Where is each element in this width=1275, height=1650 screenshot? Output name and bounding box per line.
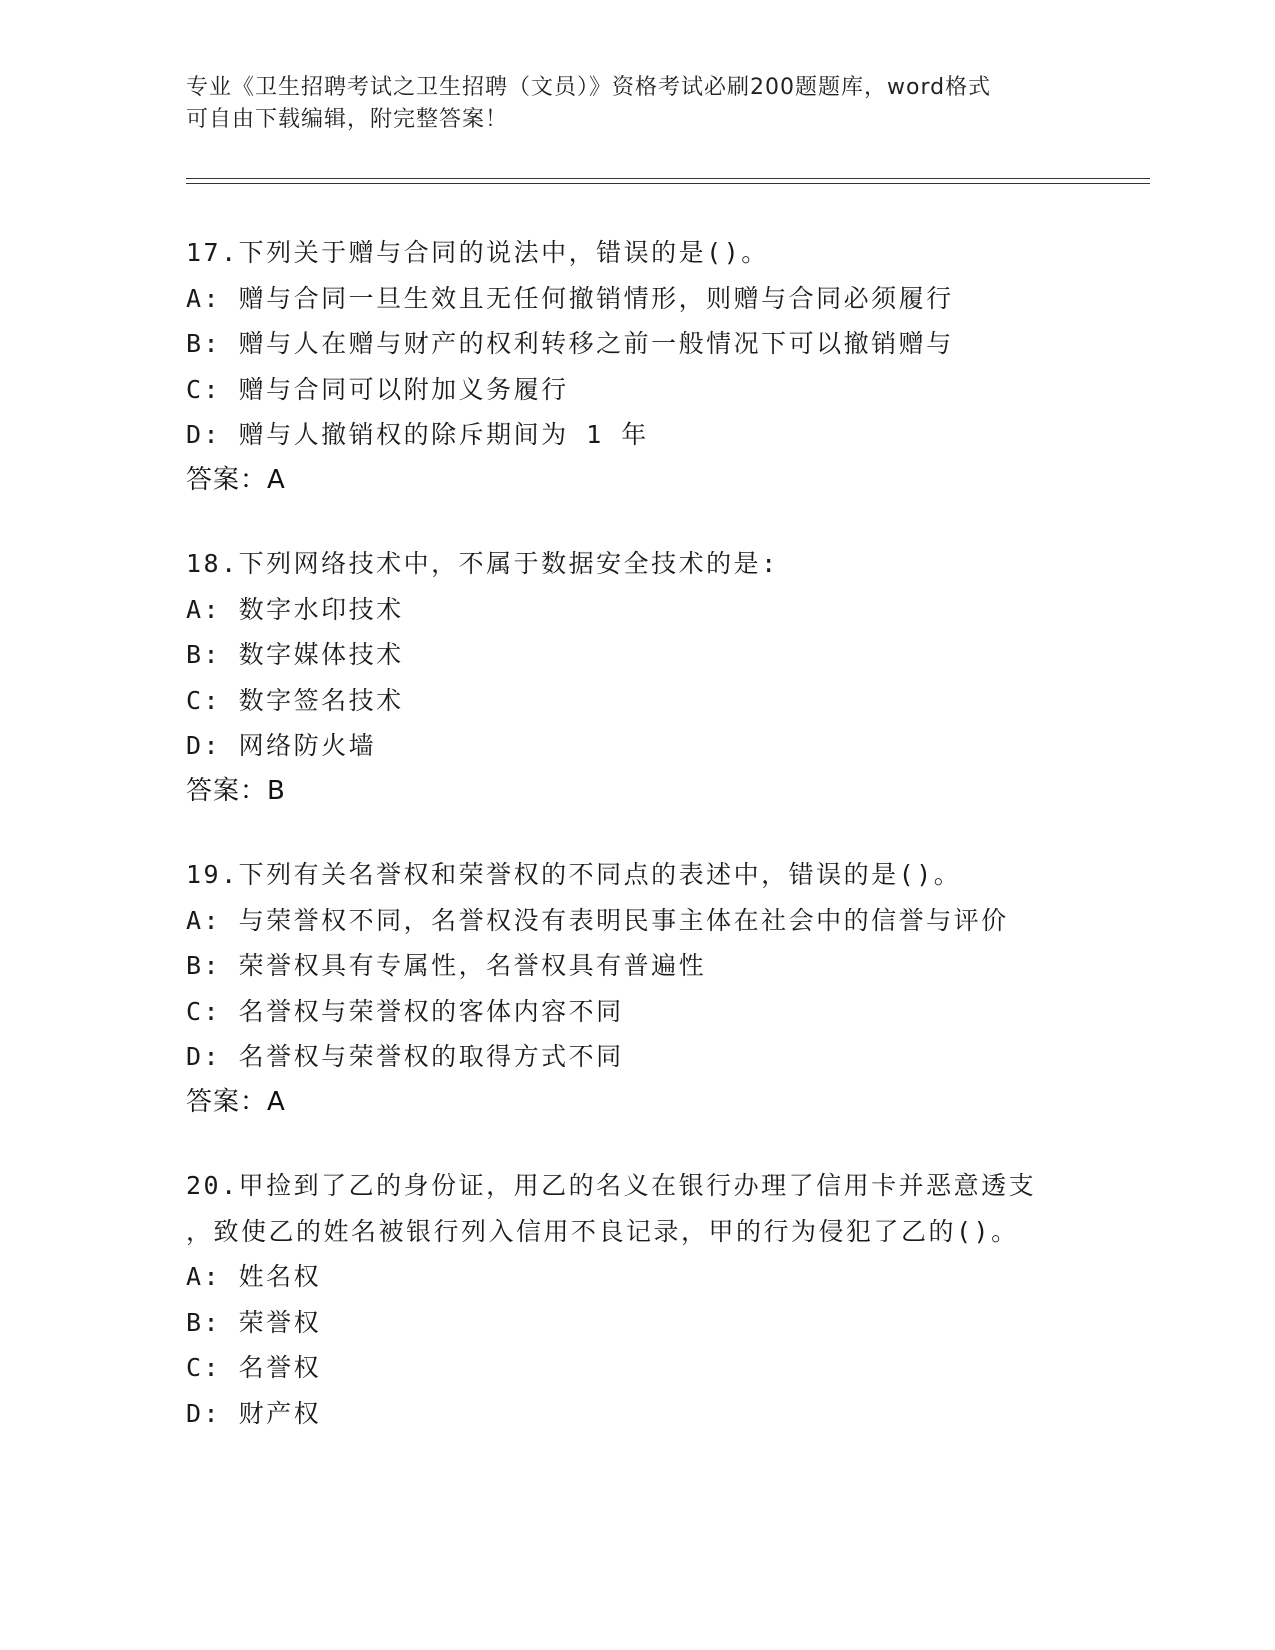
header-rule-top	[186, 178, 1150, 179]
option-d: D: 财产权	[186, 1398, 322, 1428]
question-17	[186, 230, 1086, 503]
question-stem-continued: ，致使乙的姓名被银行列入信用不良记录，甲的行为侵犯了乙的()。	[186, 1216, 1019, 1246]
option-b: B: 荣誉权具有专属性，名誉权具有普遍性	[186, 951, 707, 980]
option-c: C: 名誉权	[186, 1353, 322, 1382]
answer-line: 答案：A	[186, 1086, 286, 1117]
option-a: A: 数字水印技术	[186, 594, 404, 624]
header-line-2: 可自由下载编辑，附完整答案！	[186, 107, 509, 132]
option-c: C: 赠与合同可以附加义务履行	[186, 374, 569, 404]
question-18	[186, 541, 1086, 814]
option-c: C: 名誉权与荣誉权的客体内容不同	[186, 996, 624, 1026]
option-b: B: 赠与人在赠与财产的权利转移之前一般情况下可以撤销赠与	[186, 329, 954, 358]
answer-line: 答案：B	[186, 775, 286, 806]
answer-line: 答案：A	[186, 464, 286, 495]
header-rule-bottom	[186, 183, 1150, 184]
option-d: D: 名誉权与荣誉权的取得方式不同	[186, 1042, 624, 1071]
option-d: D: 赠与人撤销权的除斥期间为 1 年	[186, 420, 649, 449]
option-a: A: 赠与合同一旦生效且无任何撤销情形，则赠与合同必须履行	[186, 283, 954, 313]
question-20	[186, 1163, 1086, 1436]
question-stem: 20.甲捡到了乙的身份证，用乙的名义在银行办理了信用卡并恶意透支	[186, 1171, 1037, 1200]
question-stem: 19.下列有关名誉权和荣誉权的不同点的表述中，错误的是()。	[186, 860, 962, 889]
question-stem: 18.下列网络技术中，不属于数据安全技术的是:	[186, 549, 779, 578]
option-a: A: 姓名权	[186, 1262, 322, 1291]
question-list	[186, 230, 1086, 1474]
question-stem: 17.下列关于赠与合同的说法中，错误的是()。	[186, 238, 769, 267]
document-header	[186, 72, 1086, 136]
option-b: B: 荣誉权	[186, 1307, 322, 1337]
option-b: B: 数字媒体技术	[186, 640, 404, 669]
option-a: A: 与荣誉权不同，名誉权没有表明民事主体在社会中的信誉与评价	[186, 905, 1009, 935]
option-c: C: 数字签名技术	[186, 685, 404, 715]
option-d: D: 网络防火墙	[186, 731, 377, 760]
question-19	[186, 852, 1086, 1125]
header-line-1: 专业《卫生招聘考试之卫生招聘（文员）》资格考试必刷200题题库，word格式	[186, 75, 992, 100]
